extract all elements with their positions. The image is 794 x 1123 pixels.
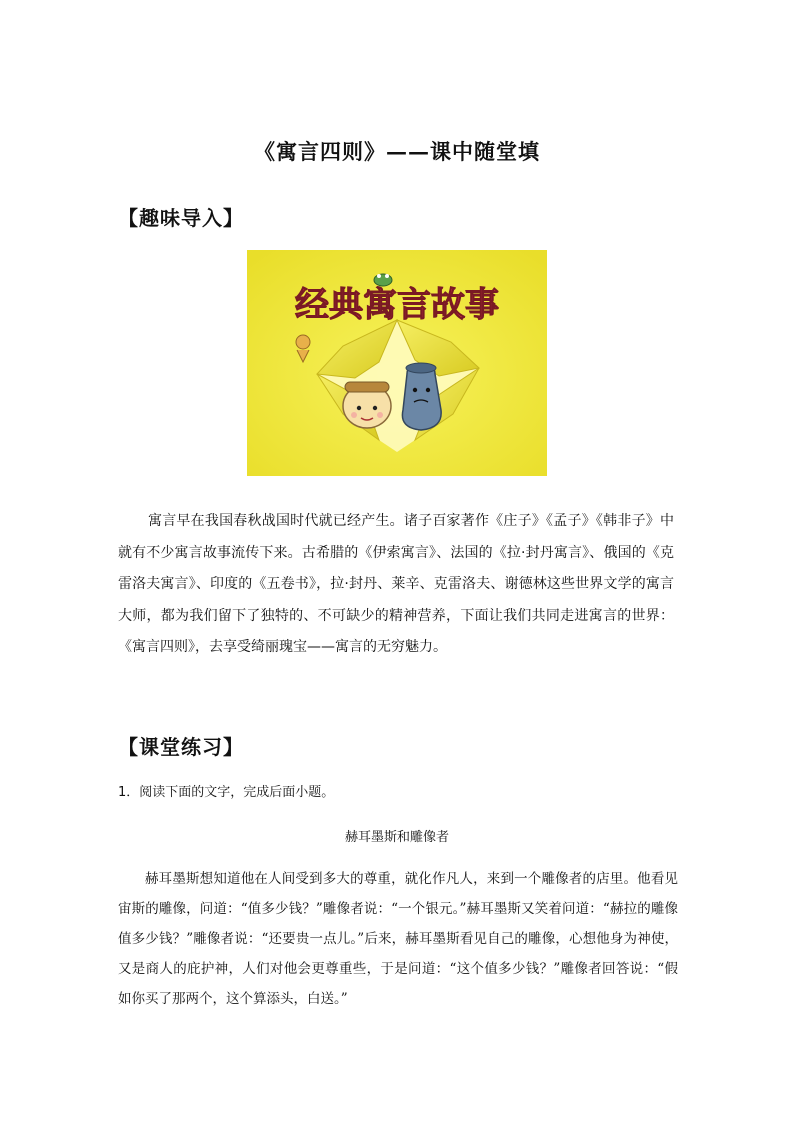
document-title: 《寓言四则》——课中随堂填 [254, 139, 540, 164]
story-title: 赫耳墨斯和雕像者 [344, 830, 449, 845]
intro-paragraph: 寓言早在我国春秋战国时代就已经产生。诸子百家著作《庄子》《孟子》《韩非子》中就有不少寓言故事流传下来。古希腊的《伊索寓言》、法国的《拉·封丹寓言》、俄国的《克雷洛夫寓言》、印度的《五卷书》，拉·封丹、莱辛、克雷洛夫、谢德林这些世界文学的寓言大师，都为我们留下了独特的、不可缺少的精神营养，下面让我们共同走进寓言的世界：《寓言四则》，去享受绮丽瑰宝——寓言的无穷魅力。 [118, 513, 674, 655]
illustration-banner-text: 经典寓言故事 [295, 285, 499, 325]
practice-heading: 【课堂练习】 [118, 735, 244, 759]
question-1-prompt: 1．阅读下面的文字，完成后面小题。 [118, 785, 335, 800]
story-text: 赫耳墨斯想知道他在人间受到多大的尊重，就化作凡人，来到一个雕像者的店里。他看见宙斯的雕像，问道：“值多少钱？”雕像者说：“一个银元。”赫耳墨斯又笑着问道：“赫拉的雕像值多少钱？”雕像者说：“还要贵一点儿。”后来，赫耳墨斯看见自己的雕像，心想他身为神使，又是商人的庇护神，人们对他会更尊重些，于是问道：“这个值多少钱？”雕像者回答说：“假如你买了那两个，这个算添头，白送。” [118, 871, 678, 1007]
intro-heading: 【趣味导入】 [118, 206, 244, 230]
fable-illustration [247, 250, 547, 476]
